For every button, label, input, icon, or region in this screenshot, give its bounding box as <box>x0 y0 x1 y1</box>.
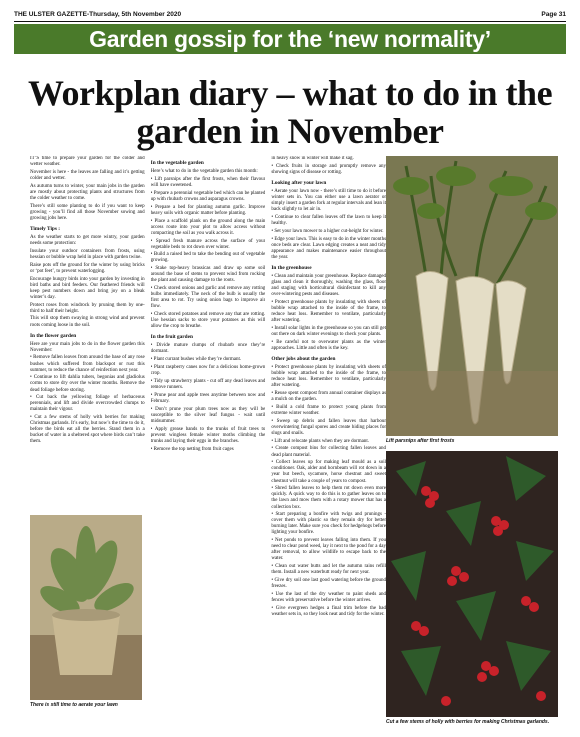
article-paragraph: • Remove fallen leaves from around the base of any rose bushes which suffered from blackspot or rust this summer, to reduce the chance of reinfection next year. <box>30 355 145 373</box>
section-banner <box>14 24 566 54</box>
article-paragraph: Raise pots off the ground for the winter by using bricks or ‘pot feet’, to prevent waterlogging. <box>30 262 145 274</box>
article-paragraph: • Check stored potatoes and remove any that are rotting. Use hessian sacks to store your potatoes as this will allow the crop to breathe. <box>150 312 266 330</box>
photo-potted-plant <box>30 515 142 700</box>
section-heading: In the vegetable garden <box>150 160 204 166</box>
article-paragraph: Protect roses from windrock by pruning them by one-third to half their height. <box>30 302 145 314</box>
section-heading: In the fruit garden <box>150 334 193 341</box>
article-paragraph: • Continue to clear fallen leaves off the lawn to keep it healthy. <box>271 214 386 227</box>
article-paragraph: • Remove the top netting from fruit cages <box>150 446 234 452</box>
banner-title: Garden gossip for the ‘new normality’ <box>89 25 491 52</box>
article-paragraph: Encourage hungry birds into your garden by investing in bird baths and bird feeders. Our feathered friends will keep pest numbers down and bring joy on a bleak winter’s day. <box>30 276 145 300</box>
article-paragraph: • Check stored onions and garlic and remove any rotting bulbs immediately. The neck of the bulb is usually the first area to rot. Try using onion bags to improve air flow. <box>150 286 266 310</box>
caption-parsnips: Lift parsnips after first frosts <box>386 438 455 444</box>
article-paragraph: • Build a raised bed to take the bending out of vegetable growing. <box>150 252 266 264</box>
article-paragraph: • Aerate your lawn now - there’s still time to do it before winter sets in. You can either use a lawn aerator or simply insert a garden fork at regular intervals and lean it back slightly to let air in. <box>271 188 386 213</box>
masthead-rule <box>14 21 566 22</box>
article-paragraph: Here are your main jobs to do in the flower garden this November: <box>30 341 145 353</box>
article-column-2 <box>151 156 266 676</box>
article-paragraph: November is here - the leaves are falling and it’s getting colder and wetter. <box>30 169 145 181</box>
article-paragraph: • Clean out water butts and let the autumn rains refill them. Install a new waterbutt ready for next year. <box>271 564 386 576</box>
article-paragraph: • Spread fresh manure across the surface of your vegetable beds to rot down over winter. <box>150 238 266 250</box>
article-paragraph: • Place a scaffold plank on the ground along the main access route into your plot to allow access without compacting the soil as you walk across it. <box>150 218 266 236</box>
article-paragraph: • Prune pear and apple trees anytime between now and February. <box>150 392 266 404</box>
article-paragraph: • Protect greenhouse plants by insulating with sheets of bubble wrap attached to the inside of the frame, to reduce heat loss. Remember to ventilate, particularly after watering. <box>271 299 386 324</box>
article-paragraph: Here’s what to do in the vegetable garden this month: <box>150 169 258 175</box>
section-heading: In the greenhouse <box>271 264 312 271</box>
article-paragraph: • Edge your lawn. This is easy to do in the winter months once beds are clear. Lawn edging creates a neat and tidy appearance and makes maintenance easier throughout the year. <box>271 236 386 260</box>
article-paragraph: • Prepare a perennial vegetable bed which can be planted up with rhubarb crowns and asparagus crowns. <box>150 190 266 202</box>
article-paragraph: • Net ponds to prevent leaves falling into them. If you need to clear pond weed, lay it next to the pond for a day after removal, to allow wildlife to escape back to the water. <box>271 538 386 562</box>
photo-parsnips <box>386 156 558 436</box>
article-paragraph: in heavy snow in winter will make it sag. <box>271 156 354 161</box>
page-number: Page 31 <box>541 10 566 18</box>
article-paragraph: • Protect greenhouse plants by insulating with sheets of bubble wrap attached to the inside of the frame, to reduce heat loss. Remember to ventilate, particularly after watering. <box>271 364 386 389</box>
article-paragraph: • Collect leaves up for making leaf mould as a soil conditioner. Oak, alder and hornbeam will rot down in a year but beech, sycamore, horse chestnut and sweet chestnut will take a couple of years to compost. <box>271 460 386 484</box>
article-paragraph: • Plant raspberry canes now for a delicious home-grown crop. <box>150 365 266 377</box>
masthead <box>14 8 566 20</box>
article-paragraph: • Don’t prune your plum trees now as they will be susceptible to the silver leaf fungus - wait until midsummer. <box>150 406 266 424</box>
article-paragraph: • Apply grease bands to the trunks of fruit trees to prevent wingless female winter moths climbing the trunks and laying their eggs in the branches. <box>150 426 266 444</box>
masthead-publication-date: THE ULSTER GAZETTE-Thursday, 5th November 2020 <box>14 10 182 18</box>
article-paragraph: • Plant currant bushes while they’re dormant. <box>150 357 242 363</box>
caption-holly-berries: Cut a few stems of holly with berries for making Christmas garlands. <box>386 719 550 725</box>
article-paragraph: • Tidy up strawberry plants - cut off any dead leaves and remove runners. <box>150 379 266 391</box>
article-paragraph: • Create compost bins for collecting fallen leaves and dead plant material. <box>271 446 386 458</box>
caption-potted-plant: There is still time to aerate your lawn <box>30 702 118 708</box>
section-heading: Other jobs about the garden <box>271 355 336 362</box>
article-column-3 <box>271 156 386 676</box>
article-paragraph: • Reuse spent compost from annual container displays as a mulch on the garden. <box>271 390 386 402</box>
photo-holly-berries <box>386 451 558 717</box>
article-paragraph: There’s still some planting to do if you want to keep growing - you’ll find all those November sowing and growing jobs here. <box>30 203 145 221</box>
article-paragraph: • Cut a few stems of holly with berries for making Christmas garlands. It’s early, but now’s the time to do it, before the birds eat all the berries. Stand them in a bucket of water in a sheltered spot where birds can’t take them. <box>30 415 145 445</box>
article-paragraph: Insulate your outdoor containers from frosts, using hessian or bubble wrap held in place with garden twine. <box>30 248 145 260</box>
article-paragraph: • Prepare a bed for planting autumn garlic. Improve heavy soils with organic matter before planting. <box>150 204 266 216</box>
article-paragraph: As the weather starts to get more wintry, your garden needs some protection: <box>30 234 145 246</box>
article-paragraph: • Stake top-heavy brassicas and draw up some soil around the base of stems to prevent wind from rocking the plant and causing damage to the roots. <box>150 266 266 284</box>
article-paragraph: • Use the last of the dry weather to paint sheds and fences with preservative before the winter arrives. <box>271 592 386 604</box>
article-headline: Workplan diary – what to do in the garden in November <box>27 73 553 151</box>
article-paragraph: • Start preparing a bonfire with twigs and prunings - cover them with plastic so they remain dry for better burning later. Make sure you check for hedgehogs before lighting your bonfire. <box>271 512 386 536</box>
article-paragraph: • Be careful not to overwater plants as the winter approaches. Little and often is the key. <box>271 339 386 351</box>
article-paragraph: • Check fruits in storage and promptly remove any showing signs of disease or rotting. <box>271 163 386 175</box>
article-paragraph: • Lift and relocate plants when they are dormant. <box>271 438 370 444</box>
article-paragraph: • Continue to lift dahlia tubers, begonias and gladiolus corms to store dry over the winter months. Remove the dead foliage before storing. <box>30 375 145 393</box>
section-heading: Timely Tips : <box>30 225 61 232</box>
article-paragraph: • Shred fallen leaves to help them rot down even more quickly. A quick way to do this is to gather leaves on to the lawn and mow them with a rotary mower that has a collection box. <box>271 486 386 510</box>
article-paragraph: • Set your lawn mower to a higher cut-height for winter. <box>271 228 384 234</box>
article-paragraph: • Build a cold frame to protect young plants from extreme winter weather. <box>271 404 386 416</box>
article-paragraph: • Give dry soil one last good watering before the ground freezes. <box>271 578 386 590</box>
article-paragraph: As autumn turns to winter, your main jobs in the garden are mostly about protecting plants and structures from the colder weather to come. <box>30 183 145 201</box>
article-paragraph: • Give evergreen hedges a final trim before the bad weather sets in, so they look neat and tidy for the winter. <box>271 605 386 618</box>
section-heading: Looking after your lawn <box>271 179 327 186</box>
article-paragraph: • Divide mature clumps of rhubarb once they’re dormant. <box>150 343 266 355</box>
article-paragraph: • Lift parsnips after the first frosts, when their flavour will have sweetened. <box>150 176 266 188</box>
article-paragraph: • Clean and maintain your greenhouse. Replace damaged glass and clean it thoroughly, washing the glass, floor and staging with horticultural disinfectant to kill any over-wintering pests and diseases. <box>271 273 386 298</box>
article-paragraph: IT’S time to prepare your garden for the colder and wetter weather. <box>30 156 145 168</box>
article-paragraph: • Install solar lights in the greenhouse so you can still get out there on dark winter evenings to check your plants. <box>271 325 386 337</box>
article-paragraph: • Sweep up debris and fallen leaves that harbour overwintering fungal spores and create hiding places for slugs and snails. <box>271 418 386 436</box>
section-heading: In the flower garden <box>30 332 77 339</box>
article-paragraph: This will stop them swaying in strong wind and prevent roots coming loose in the soil. <box>30 316 145 328</box>
article-paragraph: • Cut back the yellowing foliage of herbaceous perennials, and lift and divide overcrowded clumps to maintain their vigour. <box>30 395 145 413</box>
